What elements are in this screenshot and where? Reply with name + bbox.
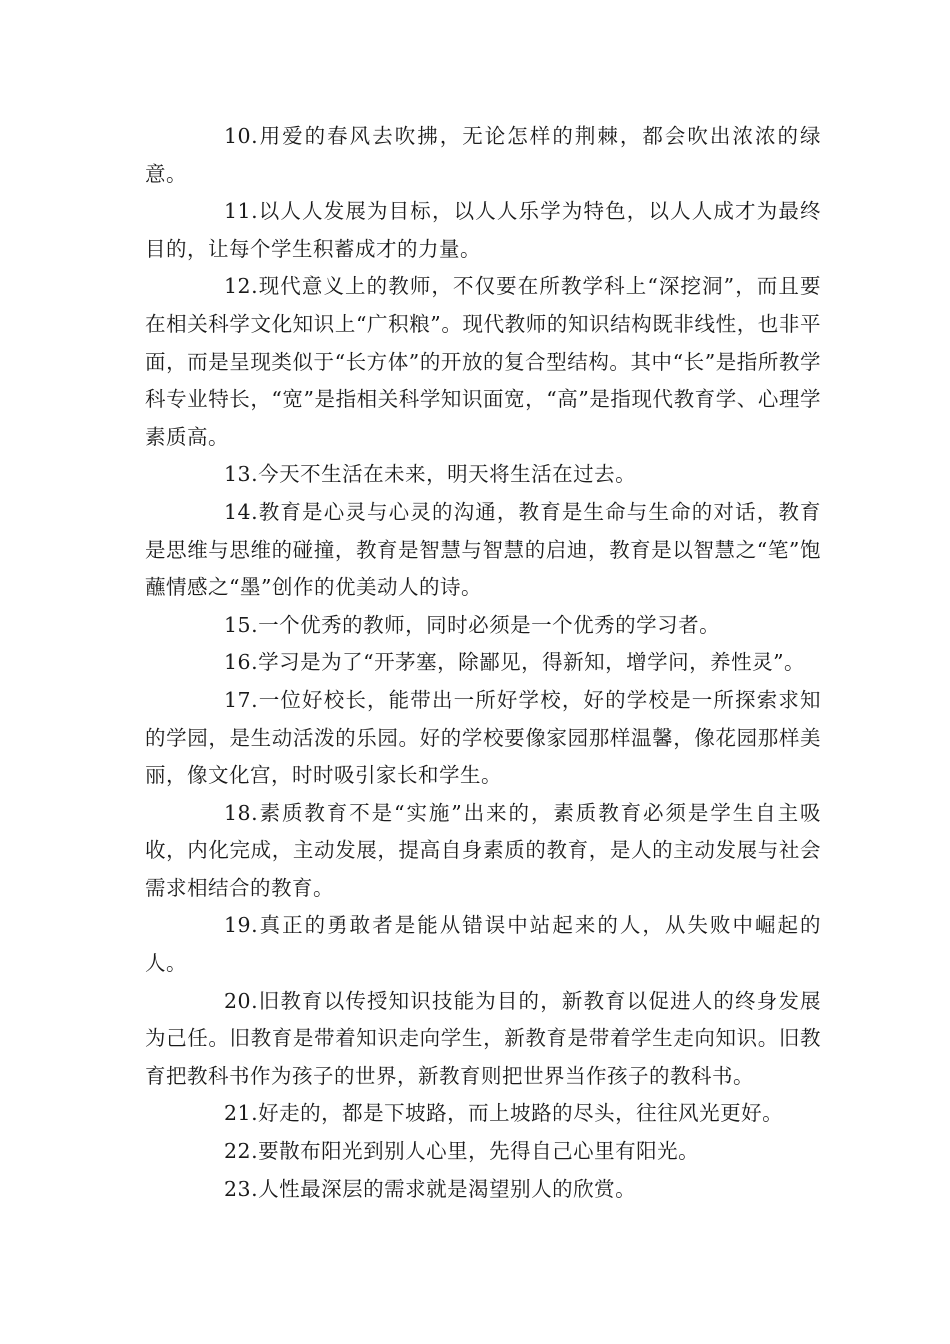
quote-paragraph-18: 18.素质教育不是“实施”出来的，素质教育必须是学生自主吸收，内化完成，主动发展，提高自身素质的教育，是人的主动发展与社会需求相结合的教育。 [145,800,821,900]
quote-paragraph-14: 14.教育是心灵与心灵的沟通，教育是生命与生命的对话，教育是思维与思维的碰撞，教育是智慧与智慧的启迪，教育是以智慧之“笔”饱蘸情感之“墨”创作的优美动人的诗。 [145,499,821,600]
quote-paragraph-11: 11.以人人发展为目标，以人人乐学为特色，以人人成才为最终目的，让每个学生积蓄成才的力量。 [145,199,821,261]
quote-paragraph-17: 17.一位好校长，能带出一所好学校，好的学校是一所探索求知的学园，是生动活泼的乐园。好的学校要像家园那样温馨，像花园那样美丽，像文化宫，时时吸引家长和学生。 [145,687,821,788]
quote-paragraph-19: 19.真正的勇敢者是能从错误中站起来的人，从失败中崛起的人。 [145,913,821,976]
quote-paragraph-22: 22.要散布阳光到别人心里，先得自己心里有阳光。 [224,1139,700,1164]
quote-paragraph-12: 12.现代意义上的教师，不仅要在所教学科上“深挖洞”，而且要在相关科学文化知识上“广积粮”。现代教师的知识结构既非线性，也非平面，而是呈现类似于“长方体”的开放的复合型结构。其中“长”是指所教学科专业特长，“宽”是指相关科学知识面宽，“高”是指现代教育学、心理学素质高。 [145,274,821,449]
document-body [145,118,821,1208]
quote-paragraph-15: 15.一个优秀的教师，同时必须是一个优秀的学习者。 [224,612,721,637]
quote-paragraph-20: 20.旧教育以传授知识技能为目的，新教育以促进人的终身发展为己任。旧教育是带着知识走向学生，新教育是带着学生走向知识。旧教育把教科书作为孩子的世界，新教育则把世界当作孩子的教科书。 [145,988,821,1088]
quote-paragraph-23: 23.人性最深层的需求就是渴望别人的欣赏。 [224,1176,637,1201]
quote-paragraph-10: 10.用爱的春风去吹拂，无论怎样的荆棘，都会吹出浓浓的绿意。 [145,124,821,186]
quote-paragraph-16: 16.学习是为了“开茅塞，除鄙见，得新知，增学问，养性灵”。 [224,650,806,675]
quote-paragraph-21: 21.好走的，都是下坡路，而上坡路的尽头，往往风光更好。 [224,1101,784,1126]
quote-paragraph-13: 13.今天不生活在未来，明天将生活在过去。 [224,462,637,487]
